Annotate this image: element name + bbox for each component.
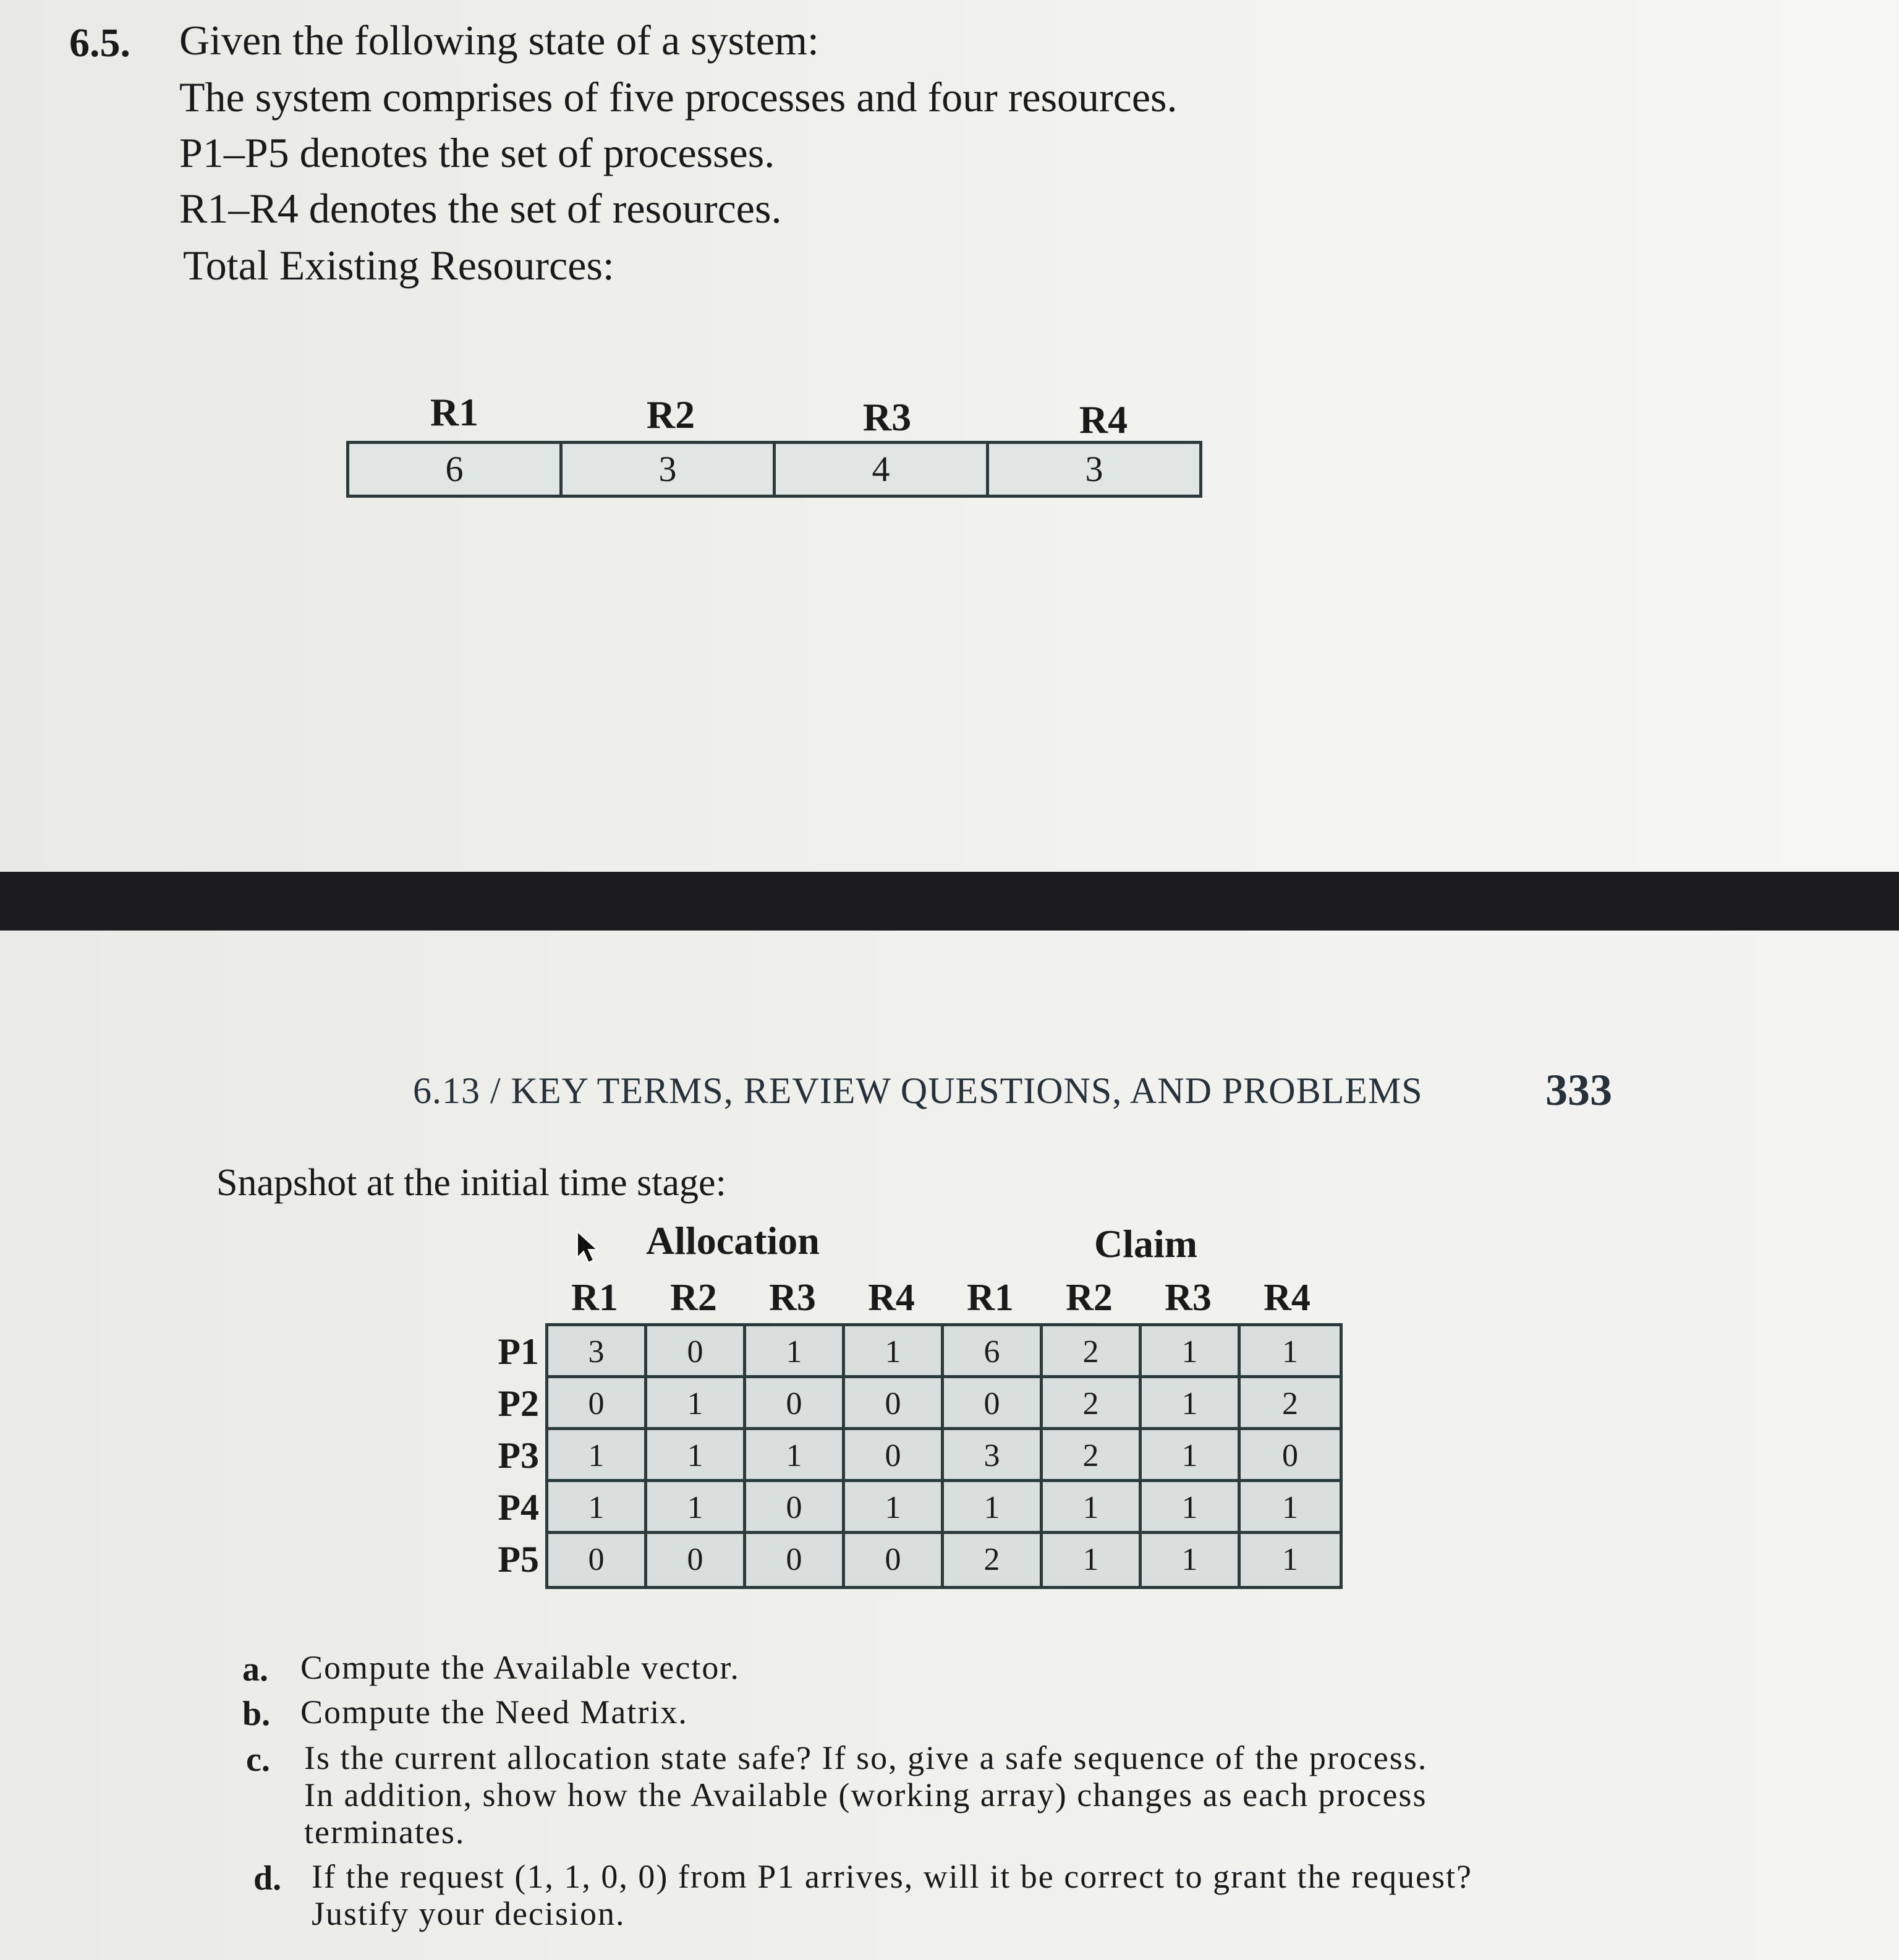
cell-p2-alloc-r3: 0 xyxy=(746,1378,845,1430)
resource-value-r2: 3 xyxy=(563,444,776,495)
cell-p5-alloc-r2: 0 xyxy=(647,1534,746,1586)
resource-value-r1: 6 xyxy=(349,444,563,495)
question-d-line-1: If the request (1, 1, 0, 0) from P1 arrives, will it be correct to grant the request? xyxy=(312,1858,1472,1895)
cell-p1-claim-r1: 6 xyxy=(944,1326,1043,1378)
page-number: 333 xyxy=(1545,1065,1612,1115)
question-a-letter: a. xyxy=(242,1650,268,1689)
claim-col-r1: R1 xyxy=(967,1277,1014,1319)
claim-col-r4: R4 xyxy=(1264,1277,1311,1319)
row-label-p2: P2 xyxy=(498,1383,539,1424)
cell-p1-claim-r3: 1 xyxy=(1142,1326,1241,1378)
cell-p1-alloc-r2: 0 xyxy=(647,1326,746,1378)
row-label-p5: P5 xyxy=(498,1539,539,1580)
cell-p2-claim-r3: 1 xyxy=(1142,1378,1241,1430)
cell-p4-claim-r4: 1 xyxy=(1241,1482,1340,1534)
row-label-p3: P3 xyxy=(498,1435,539,1476)
resource-value-r4: 3 xyxy=(989,444,1199,495)
allocation-col-r3: R3 xyxy=(769,1277,816,1319)
allocation-col-r1: R1 xyxy=(571,1277,618,1319)
resource-value-r3: 4 xyxy=(776,444,989,495)
question-c-line-3: terminates. xyxy=(304,1813,465,1851)
cell-p1-claim-r2: 2 xyxy=(1043,1326,1142,1378)
allocation-title: Allocation xyxy=(646,1219,820,1263)
question-c-letter: c. xyxy=(246,1741,270,1779)
problem-line-4: R1–R4 denotes the set of resources. xyxy=(179,185,782,232)
cell-p2-alloc-r1: 0 xyxy=(548,1378,647,1430)
top-page xyxy=(0,0,1899,872)
cell-p5-alloc-r1: 0 xyxy=(548,1534,647,1586)
cell-p3-alloc-r3: 1 xyxy=(746,1430,845,1482)
cell-p4-claim-r2: 1 xyxy=(1043,1482,1142,1534)
question-d-letter: d. xyxy=(253,1859,282,1898)
cell-p3-claim-r1: 3 xyxy=(944,1430,1043,1482)
problem-number: 6.5. xyxy=(69,20,130,66)
question-c-line-2: In addition, show how the Available (working array) changes as each process xyxy=(304,1776,1427,1813)
resource-header-r4: R4 xyxy=(1079,398,1128,441)
cell-p4-alloc-r4: 1 xyxy=(845,1482,944,1534)
cell-p3-alloc-r1: 1 xyxy=(548,1430,647,1482)
section-header: 6.13 / KEY TERMS, REVIEW QUESTIONS, AND PROBLEMS xyxy=(413,1070,1423,1111)
resource-header-r1: R1 xyxy=(430,390,479,434)
cell-p5-alloc-r3: 0 xyxy=(746,1534,845,1586)
question-c-line-1: Is the current allocation state safe? If so, give a safe sequence of the process. xyxy=(304,1739,1428,1776)
cell-p2-claim-r1: 0 xyxy=(944,1378,1043,1430)
cell-p1-alloc-r1: 3 xyxy=(548,1326,647,1378)
cell-p2-alloc-r2: 1 xyxy=(647,1378,746,1430)
allocation-col-r2: R2 xyxy=(670,1277,717,1319)
claim-col-r2: R2 xyxy=(1066,1277,1113,1319)
cursor-arrow-icon xyxy=(575,1230,606,1268)
row-label-p4: P4 xyxy=(498,1487,539,1528)
question-b-text: Compute the Need Matrix. xyxy=(300,1694,688,1731)
problem-line-5: Total Existing Resources: xyxy=(183,242,614,289)
existing-resources-table xyxy=(346,441,1202,498)
page-divider xyxy=(0,872,1899,931)
claim-title: Claim xyxy=(1094,1222,1198,1266)
question-a-text: Compute the Available vector. xyxy=(300,1649,740,1686)
allocation-claim-matrix xyxy=(545,1323,1343,1589)
cell-p5-claim-r1: 2 xyxy=(944,1534,1043,1586)
question-b-letter: b. xyxy=(242,1695,271,1733)
cell-p3-claim-r2: 2 xyxy=(1043,1430,1142,1482)
cell-p4-alloc-r1: 1 xyxy=(548,1482,647,1534)
snapshot-title: Snapshot at the initial time stage: xyxy=(216,1162,726,1204)
claim-col-r3: R3 xyxy=(1165,1277,1212,1319)
cell-p1-claim-r4: 1 xyxy=(1241,1326,1340,1378)
resource-header-r2: R2 xyxy=(646,393,695,437)
cell-p1-alloc-r3: 1 xyxy=(746,1326,845,1378)
cell-p3-alloc-r4: 0 xyxy=(845,1430,944,1482)
cell-p5-alloc-r4: 0 xyxy=(845,1534,944,1586)
resource-header-r3: R3 xyxy=(862,395,912,439)
cell-p2-alloc-r4: 0 xyxy=(845,1378,944,1430)
problem-line-2: The system comprises of five processes and four resources. xyxy=(179,74,1178,121)
question-d-line-2: Justify your decision. xyxy=(312,1895,626,1932)
cell-p3-claim-r4: 0 xyxy=(1241,1430,1340,1482)
cell-p2-claim-r2: 2 xyxy=(1043,1378,1142,1430)
problem-line-3: P1–P5 denotes the set of processes. xyxy=(179,129,775,176)
cell-p5-claim-r2: 1 xyxy=(1043,1534,1142,1586)
cell-p5-claim-r4: 1 xyxy=(1241,1534,1340,1586)
cell-p3-claim-r3: 1 xyxy=(1142,1430,1241,1482)
problem-line-1: Given the following state of a system: xyxy=(179,17,819,64)
cell-p2-claim-r4: 2 xyxy=(1241,1378,1340,1430)
cell-p1-alloc-r4: 1 xyxy=(845,1326,944,1378)
cell-p5-claim-r3: 1 xyxy=(1142,1534,1241,1586)
row-label-p1: P1 xyxy=(498,1331,539,1372)
cell-p3-alloc-r2: 1 xyxy=(647,1430,746,1482)
cell-p4-claim-r3: 1 xyxy=(1142,1482,1241,1534)
cell-p4-alloc-r3: 0 xyxy=(746,1482,845,1534)
cell-p4-claim-r1: 1 xyxy=(944,1482,1043,1534)
cell-p4-alloc-r2: 1 xyxy=(647,1482,746,1534)
allocation-col-r4: R4 xyxy=(868,1277,915,1319)
